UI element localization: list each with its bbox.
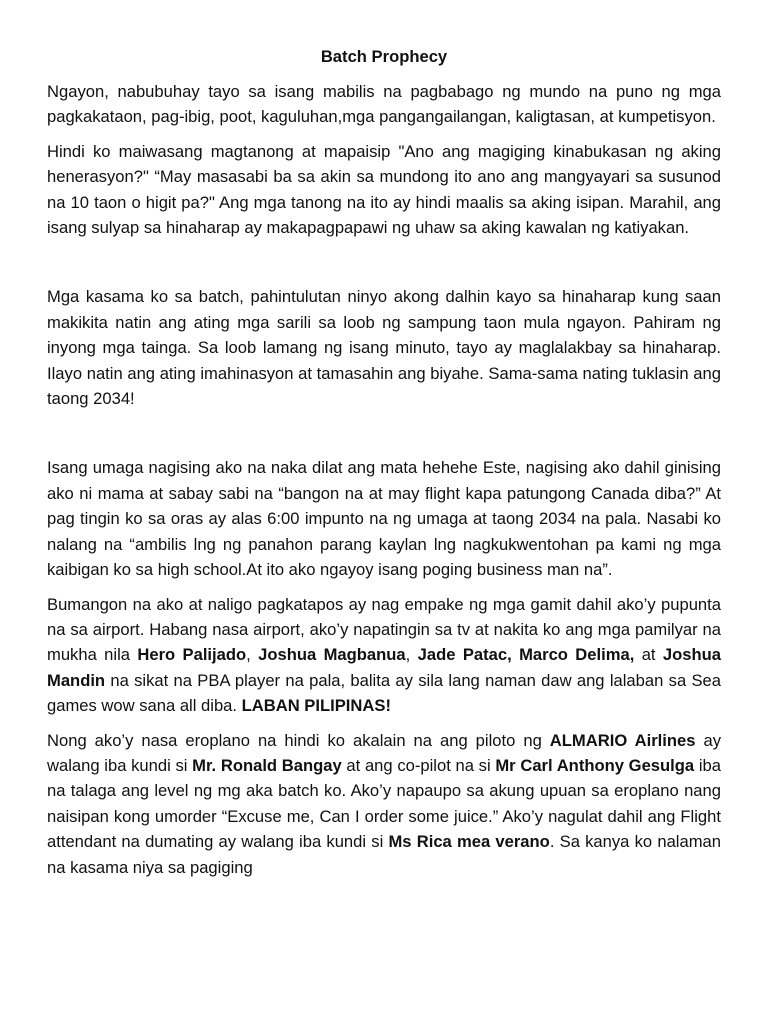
paragraph-text: at ang co-pilot na si [341,755,496,775]
paragraph-4 [47,455,721,582]
bold-name-text: Mr. Ronald Bangay [192,755,342,775]
paragraph-text: Nong ako’y nasa eroplano na hindi ko akalain na ang piloto ng [47,730,550,750]
bold-name-text: LABAN PILIPINAS! [241,696,391,716]
paragraph-5 [47,592,721,719]
paragraph-3 [47,284,721,411]
bold-name-text: Ms Rica mea verano [388,832,550,852]
paragraph-text: Ngayon, nabubuhay tayo sa isang mabilis na pagbabago ng mundo na puno ng mga pagkakataon, pag-ibig, poot, kaguluhan,mga pangangailangan, kaligtasan, at kumpetisyon. [47,82,721,127]
paragraph-text: . Sa kanya ko nalaman na kasama niya sa pagiging [47,832,721,877]
paragraph-text: Mga kasama ko sa batch, pahintulutan ninyo akong dalhin kayo sa hinaharap kung saan makikita natin ang ating mga sarili sa loob ng sampung taon mula ngayon. Pahiram ng inyong mga tainga. Sa loob lamang ng isang minuto, tayo ay maglalakbay sa hinaharap. Ilayo natin ang ating imahinasyon at tamasahin ang biyahe. Sama-sama nating tuklasin ang taong 2034! [47,287,721,409]
document-title: Batch Prophecy [320,47,448,66]
paragraph-1 [47,79,721,130]
paragraph-2 [47,139,721,241]
paragraph-6 [47,728,721,880]
bold-name-text: Hero Palijado [137,645,247,665]
bold-name-text: Joshua Magbanua [258,645,406,665]
paragraph-text: iba na talaga ang level ng mg aka batch ko. Ako’y napaupo sa akung upuan sa eroplano nang naisipan kong umorder “Excuse me, Can I order some juice.” Ako’y nagulat dahil ang Flight attendant na dumating ay walang iba kundi si [47,755,721,852]
paragraph-text: Hindi ko maiwasang magtanong at mapaisip "Ano ang magiging kinabukasan ng aking henerasyon?" “May masasabi ba sa akin sa mundong ito ano ang mangyayari sa susunod na 10 taon o higit pa?" Ang mga tanong na ito ay hindi maalis sa aking isipan. Marahil, ang isang sulyap sa hinaharap ay makapagpapawi ng uhaw sa aking kawalan ng katiyakan. [47,141,721,238]
paragraph-text: na sikat na PBA player na pala, balita ay sila lang naman daw ang lalaban sa Sea games wow sana all diba. [47,670,721,716]
document-page [47,44,721,880]
bold-name-text: Jade Patac, Marco Delima, [417,645,635,665]
bold-name-text: ALMARIO Airlines [549,730,696,750]
bold-name-text: Mr Carl Anthony Gesulga [495,755,695,775]
paragraph-text: Bumangon na ako at naligo pagkatapos ay nag empake ng mga gamit dahil ako’y pupunta na sa airport. Habang nasa airport, ako’y napatingin sa tv at nakita ko ang mga pamilyar na mukha nila [47,594,721,665]
paragraph-text: , [246,645,259,665]
bold-name-text: Joshua Mandin [47,645,722,690]
paragraph-text: , [405,645,418,665]
paragraph-text: at [634,645,663,665]
paragraph-text: ay walang iba kundi si [47,730,721,775]
paragraph-text: Isang umaga nagising ako na naka dilat ang mata hehehe Este, nagising ako dahil ginising ako ni mama at sabay sabi na “bangon na at may flight kapa patungong Canada diba?” At pag tingin ko sa oras ay alas 6:00 impunto na ng umaga at taong 2034 na pala. Nasabi ko nalang na “ambilis lng ng panahon parang kaylan lng nagkukwentohan pa kami ng mga kaibigan ko sa high school.At ito ako ngayoy isang poging business man na”. [47,458,721,580]
